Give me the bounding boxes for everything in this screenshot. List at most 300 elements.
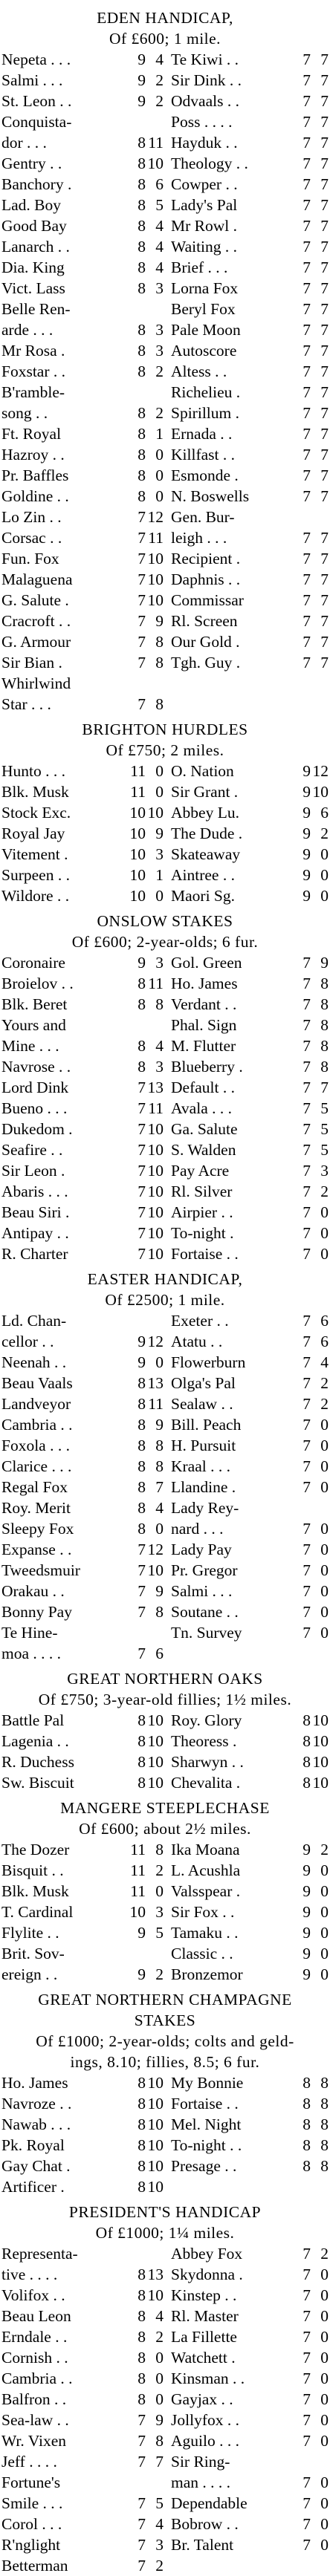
section-title: GREAT NORTHERN OAKS xyxy=(67,1670,263,1688)
weight-stones: 11 xyxy=(130,1861,146,1879)
weight-stones: 8 xyxy=(302,1711,311,1729)
weight-pounds: 0 xyxy=(320,1437,329,1454)
entry-row xyxy=(0,1622,330,1643)
entry-right xyxy=(165,1223,330,1243)
entry-list xyxy=(0,952,330,1264)
horse-name: Bronzemor xyxy=(171,1965,243,1983)
horse-name: Ft. Royal xyxy=(1,425,62,443)
entry-left xyxy=(0,994,165,1015)
weight-pounds: 2 xyxy=(155,1861,164,1879)
weight-pounds: 10 xyxy=(147,1183,164,1200)
weight-pounds: 9 xyxy=(155,824,164,842)
horse-name: Dukedom . xyxy=(1,1120,73,1138)
weight-stones xyxy=(129,673,146,694)
entry-row xyxy=(0,1243,330,1264)
weight-stones: 7 xyxy=(302,155,311,172)
entry-right xyxy=(165,2285,330,2306)
entry-right xyxy=(165,2555,330,2576)
weight-stones: 7 xyxy=(302,529,311,547)
horse-name: Rl. Master xyxy=(171,2307,239,2325)
weight-stones: 8 xyxy=(302,2095,311,2112)
entry-left xyxy=(0,952,165,973)
entry-right xyxy=(165,486,330,507)
weight-stones: 8 xyxy=(138,2136,146,2154)
entry-row xyxy=(0,865,330,885)
entry-left xyxy=(0,1435,165,1456)
entry-row xyxy=(0,527,330,548)
weight-pounds: 7 xyxy=(320,217,329,235)
weight-pounds: 7 xyxy=(320,570,329,588)
horse-name: Vict. Lass xyxy=(1,279,65,297)
weight-stones: 8 xyxy=(138,1711,146,1729)
entry-right xyxy=(165,2072,330,2093)
weight-stones: 7 xyxy=(302,570,311,588)
entry-left xyxy=(0,2389,165,2410)
weight-pounds: 10 xyxy=(147,1561,164,1579)
entry-left xyxy=(0,2410,165,2430)
entry-right xyxy=(165,1056,330,1077)
weight-stones: 8 xyxy=(302,1774,311,1792)
weight-stones xyxy=(129,1943,146,1964)
weight-pounds: 9 xyxy=(155,2411,164,2429)
entry-left xyxy=(0,1015,165,1035)
weight-pounds: 6 xyxy=(155,175,164,193)
entry-row xyxy=(0,361,330,382)
weight-stones: 8 xyxy=(138,1478,146,1496)
entry-left xyxy=(0,1881,165,1902)
weight-pounds xyxy=(311,1643,330,1664)
weight-pounds: 8 xyxy=(320,2095,329,2112)
weight-pounds: 11 xyxy=(148,975,164,992)
horse-name: Surpeen . . xyxy=(1,866,70,884)
entry-row xyxy=(0,2514,330,2534)
entry-right xyxy=(165,994,330,1015)
horse-name xyxy=(171,1643,294,1664)
entry-left xyxy=(0,91,165,111)
weight-pounds: 0 xyxy=(320,1457,329,1475)
horse-name: S. Walden xyxy=(171,1141,236,1159)
weight-pounds: 12 xyxy=(147,1541,164,1558)
weight-pounds: 13 xyxy=(147,2266,164,2283)
horse-name: Aguilo . . . xyxy=(171,2432,239,2450)
weight-stones: 9 xyxy=(302,1965,311,1983)
entry-left xyxy=(0,1223,165,1243)
section-title-cont: STAKES xyxy=(134,2011,196,2029)
horse-name: Beau Leon xyxy=(1,2307,71,2325)
horse-name: Br. Talent xyxy=(171,2536,234,2554)
entry-right xyxy=(165,694,330,715)
entry-row xyxy=(0,2285,330,2306)
entry-right xyxy=(165,2243,330,2264)
entry-right xyxy=(165,1077,330,1098)
weight-stones: 7 xyxy=(138,508,146,526)
weight-stones: 7 xyxy=(302,51,311,68)
horse-name: Star . . . xyxy=(1,695,51,713)
entry-list xyxy=(0,761,330,906)
weight-stones: 9 xyxy=(138,954,146,972)
entry-row xyxy=(0,1477,330,1497)
weight-stones: 8 xyxy=(138,2349,146,2367)
weight-pounds xyxy=(146,2472,165,2493)
weight-stones: 8 xyxy=(138,995,146,1013)
horse-name: man . . . . xyxy=(171,2473,231,2491)
horse-name: Flowerburn xyxy=(171,1353,246,1371)
horse-name: Tamaku . . xyxy=(171,1924,239,1942)
weight-stones: 8 xyxy=(138,1416,146,1434)
entry-right xyxy=(165,611,330,631)
weight-stones: 9 xyxy=(302,1841,311,1858)
horse-name: Aintree . . xyxy=(171,866,235,884)
weight-pounds: 8 xyxy=(155,654,164,671)
weight-stones: 7 xyxy=(302,2307,311,2325)
weight-pounds xyxy=(311,1497,330,1518)
entry-right xyxy=(165,1752,330,1772)
horse-name: Sleepy Fox xyxy=(1,1520,74,1538)
weight-pounds: 7 xyxy=(320,113,329,131)
entry-row xyxy=(0,195,330,215)
section-brighton xyxy=(0,719,330,906)
horse-name xyxy=(171,2555,294,2576)
entry-right xyxy=(165,1560,330,1581)
horse-name: Lanarch . . xyxy=(1,238,70,256)
entry-right xyxy=(165,278,330,299)
entry-left xyxy=(0,823,165,844)
entry-right xyxy=(165,2135,330,2156)
entry-list xyxy=(0,2072,330,2197)
entry-right xyxy=(165,465,330,486)
entry-left xyxy=(0,2555,165,2576)
entry-left xyxy=(0,111,165,132)
weight-stones: 7 xyxy=(302,300,311,318)
weight-stones: 9 xyxy=(302,1945,311,1962)
entry-left xyxy=(0,1077,165,1098)
horse-name: Ho. James xyxy=(1,2074,68,2092)
horse-name: arde . . . xyxy=(1,321,54,339)
weight-stones xyxy=(294,1497,311,1518)
entry-left xyxy=(0,174,165,195)
entry-right xyxy=(165,1477,330,1497)
horse-name: Richelieu . xyxy=(171,383,241,401)
entry-right xyxy=(165,174,330,195)
entry-left xyxy=(0,1202,165,1223)
weight-pounds: 2 xyxy=(320,824,329,842)
weight-stones xyxy=(129,1310,146,1331)
horse-name: Expanse . . xyxy=(1,1541,72,1558)
entry-row xyxy=(0,844,330,865)
weight-stones: 7 xyxy=(138,1645,146,1662)
entry-row xyxy=(0,2135,330,2156)
weight-pounds: 10 xyxy=(147,1732,164,1750)
entry-left xyxy=(0,2347,165,2368)
horse-name: Atatu . . xyxy=(171,1333,223,1350)
entry-left xyxy=(0,1560,165,1581)
weight-stones: 7 xyxy=(302,383,311,401)
horse-name: Skydonna . xyxy=(171,2266,243,2283)
horse-name: Autoscore xyxy=(171,342,237,360)
entry-row xyxy=(0,1456,330,1477)
weight-stones: 7 xyxy=(302,1162,311,1180)
weight-pounds xyxy=(146,1943,165,1964)
horse-name: Bobrow . . xyxy=(171,2515,239,2533)
weight-stones xyxy=(294,2451,311,2472)
entry-row xyxy=(0,2534,330,2555)
weight-stones: 11 xyxy=(130,1882,146,1900)
horse-name: Wildore . . xyxy=(1,887,70,905)
section-subtitle: Of £600; 2-year-olds; 6 fur. xyxy=(71,933,259,951)
weight-pounds: 0 xyxy=(320,866,329,884)
entry-row xyxy=(0,1497,330,1518)
horse-name: Gay Chat . xyxy=(1,2157,71,2175)
weight-stones xyxy=(129,1622,146,1643)
weight-stones: 7 xyxy=(302,954,311,972)
horse-name: Conquista- xyxy=(1,113,72,131)
entry-row xyxy=(0,1902,330,1922)
entry-row xyxy=(0,1352,330,1373)
entry-row xyxy=(0,1331,330,1352)
horse-name: Jeff . . . . xyxy=(1,2453,57,2471)
weight-pounds: 7 xyxy=(320,404,329,422)
entry-row xyxy=(0,2347,330,2368)
weight-pounds: 7 xyxy=(320,300,329,318)
weight-stones: 7 xyxy=(302,1058,311,1076)
horse-name: Mine . . . xyxy=(1,1037,59,1055)
horse-name: Bonny Pay xyxy=(1,1603,72,1621)
weight-stones: 7 xyxy=(302,995,311,1013)
horse-name: G. Salute . xyxy=(1,591,69,609)
weight-stones: 8 xyxy=(138,155,146,172)
horse-name: Smile . . . xyxy=(1,2494,63,2512)
entry-left xyxy=(0,673,165,694)
horse-name: Lagenia . . xyxy=(1,1732,69,1750)
entry-left xyxy=(0,361,165,382)
horse-name: Cambria . . xyxy=(1,1416,73,1434)
entry-row xyxy=(0,2326,330,2347)
entry-list xyxy=(0,49,330,715)
weight-stones: 7 xyxy=(138,2411,146,2429)
entry-row xyxy=(0,1015,330,1035)
weight-stones: 7 xyxy=(302,1203,311,1221)
entry-left xyxy=(0,2326,165,2347)
weight-pounds: 7 xyxy=(155,1478,164,1496)
weight-pounds: 3 xyxy=(155,342,164,360)
horse-name: tive . . . . xyxy=(1,2266,58,2283)
weight-stones: 7 xyxy=(302,654,311,671)
entry-right xyxy=(165,569,330,590)
weight-pounds: 0 xyxy=(320,1224,329,1242)
weight-pounds: 3 xyxy=(320,1162,329,1180)
entry-right xyxy=(165,761,330,781)
weight-pounds: 0 xyxy=(320,2349,329,2367)
weight-pounds: 0 xyxy=(320,2494,329,2512)
horse-name: L. Acushla xyxy=(171,1861,241,1879)
entry-row xyxy=(0,548,330,569)
entry-left xyxy=(0,1331,165,1352)
entry-row xyxy=(0,2243,330,2264)
weight-stones: 8 xyxy=(138,1457,146,1475)
weight-stones: 7 xyxy=(302,321,311,339)
entry-row xyxy=(0,299,330,319)
weight-stones: 8 xyxy=(138,1753,146,1771)
weight-pounds: 7 xyxy=(320,92,329,110)
entry-right xyxy=(165,257,330,278)
section-subtitle: Of £1000; 2-year-olds; colts and geld- xyxy=(36,2032,294,2050)
weight-pounds: 0 xyxy=(320,1903,329,1921)
weight-stones: 7 xyxy=(302,2286,311,2304)
weight-pounds: 4 xyxy=(320,1353,329,1371)
weight-stones: 7 xyxy=(302,1245,311,1263)
weight-stones: 7 xyxy=(302,1478,311,1496)
entry-right xyxy=(165,1772,330,1793)
entry-right xyxy=(165,361,330,382)
weight-pounds: 10 xyxy=(147,1711,164,1729)
weight-pounds: 3 xyxy=(155,954,164,972)
weight-stones: 9 xyxy=(138,51,146,68)
entry-row xyxy=(0,111,330,132)
weight-pounds: 0 xyxy=(320,2286,329,2304)
horse-name: Seafire . . xyxy=(1,1141,63,1159)
weight-pounds: 10 xyxy=(147,1774,164,1792)
entry-row xyxy=(0,1310,330,1331)
weight-pounds: 7 xyxy=(320,1079,329,1096)
entry-right xyxy=(165,1497,330,1518)
weight-pounds: 0 xyxy=(320,2432,329,2450)
weight-stones: 7 xyxy=(302,1224,311,1242)
weight-pounds xyxy=(146,382,165,403)
weight-pounds: 0 xyxy=(155,1882,164,1900)
entry-row xyxy=(0,1181,330,1202)
horse-name: Blk. Musk xyxy=(1,1882,69,1900)
weight-stones: 7 xyxy=(302,550,311,567)
weight-pounds: 10 xyxy=(147,2074,164,2092)
entry-right xyxy=(165,1943,330,1964)
weight-stones: 7 xyxy=(302,1374,311,1392)
entry-right xyxy=(165,340,330,361)
entry-right xyxy=(165,215,330,236)
weight-stones: 8 xyxy=(138,1437,146,1454)
horse-name: Valsspear . xyxy=(171,1882,241,1900)
entry-row xyxy=(0,91,330,111)
entry-left xyxy=(0,2514,165,2534)
weight-pounds: 0 xyxy=(320,2536,329,2554)
entry-row xyxy=(0,403,330,423)
entry-row xyxy=(0,423,330,444)
horse-name: Foxola . . . xyxy=(1,1437,70,1454)
horse-name: Gayjax . . xyxy=(171,2390,233,2408)
entry-left xyxy=(0,319,165,340)
entry-row xyxy=(0,153,330,174)
entry-right xyxy=(165,885,330,906)
weight-stones: 7 xyxy=(302,1099,311,1117)
weight-stones: 7 xyxy=(302,1183,311,1200)
weight-stones: 11 xyxy=(130,1841,146,1858)
entry-right xyxy=(165,2410,330,2430)
entry-row xyxy=(0,2072,330,2093)
horse-name: Watchett . xyxy=(171,2349,236,2367)
weight-stones: 9 xyxy=(138,92,146,110)
weight-stones: 7 xyxy=(138,1245,146,1263)
horse-name: Belle Ren- xyxy=(1,300,71,318)
weight-stones: 7 xyxy=(302,279,311,297)
entry-right xyxy=(165,2472,330,2493)
entry-left xyxy=(0,1539,165,1560)
horse-name: Blk. Beret xyxy=(1,995,68,1013)
horse-name: La Fillette xyxy=(171,2328,237,2346)
weight-stones: 9 xyxy=(302,887,311,905)
entry-row xyxy=(0,673,330,694)
entry-left xyxy=(0,1056,165,1077)
horse-name: Bueno . . . xyxy=(1,1099,68,1117)
horse-name: Dia. King xyxy=(1,258,65,276)
entry-left xyxy=(0,2451,165,2472)
entry-left xyxy=(0,1860,165,1881)
weight-stones: 9 xyxy=(138,71,146,89)
horse-name: Navrose . . xyxy=(1,1058,71,1076)
entry-row xyxy=(0,236,330,257)
entry-right xyxy=(165,1202,330,1223)
weight-pounds: 7 xyxy=(155,2453,164,2471)
weight-stones: 9 xyxy=(302,804,311,822)
entry-list xyxy=(0,1310,330,1664)
weight-stones: 7 xyxy=(302,2473,311,2491)
entry-list xyxy=(0,2243,330,2576)
weight-pounds: 0 xyxy=(320,1965,329,1983)
weight-pounds: 2 xyxy=(155,92,164,110)
weight-stones: 7 xyxy=(302,1457,311,1475)
entry-left xyxy=(0,1373,165,1393)
entry-row xyxy=(0,1539,330,1560)
weight-pounds: 0 xyxy=(155,466,164,484)
entry-row xyxy=(0,382,330,403)
weight-stones: 7 xyxy=(302,446,311,464)
horse-name: Lady Rey- xyxy=(171,1499,239,1517)
weight-pounds: 8 xyxy=(155,1841,164,1858)
weight-pounds: 10 xyxy=(147,1224,164,1242)
horse-name: Poss . . . . xyxy=(171,113,233,131)
weight-stones: 7 xyxy=(302,2266,311,2283)
weight-stones: 7 xyxy=(138,2453,146,2471)
weight-stones: 8 xyxy=(138,2074,146,2092)
entry-row xyxy=(0,2430,330,2451)
weight-stones: 8 xyxy=(138,1395,146,1413)
entry-left xyxy=(0,2472,165,2493)
weight-pounds: 0 xyxy=(155,762,164,780)
weight-pounds: 2 xyxy=(320,1841,329,1858)
section-eden xyxy=(0,7,330,715)
weight-stones: 8 xyxy=(138,446,146,464)
weight-stones: 8 xyxy=(302,2074,311,2092)
weight-pounds: 9 xyxy=(155,1416,164,1434)
weight-stones xyxy=(294,694,311,715)
entry-row xyxy=(0,486,330,507)
entry-right xyxy=(165,652,330,673)
weight-stones: 8 xyxy=(138,321,146,339)
horse-name: Brit. Sov- xyxy=(1,1945,65,1962)
entry-right xyxy=(165,403,330,423)
weight-pounds: 7 xyxy=(320,175,329,193)
weight-stones: 7 xyxy=(138,654,146,671)
weight-stones: 7 xyxy=(138,633,146,651)
horse-name: Sir Fox . . xyxy=(171,1903,235,1921)
entry-left xyxy=(0,1352,165,1373)
horse-name: Tgh. Guy . xyxy=(171,654,241,671)
entry-left xyxy=(0,1456,165,1477)
entry-left xyxy=(0,844,165,865)
horse-name: Corol . . . xyxy=(1,2515,62,2533)
horse-name: B'ramble- xyxy=(1,383,65,401)
weight-pounds xyxy=(311,2451,330,2472)
weight-pounds: 7 xyxy=(320,155,329,172)
weight-stones: 7 xyxy=(302,1395,311,1413)
